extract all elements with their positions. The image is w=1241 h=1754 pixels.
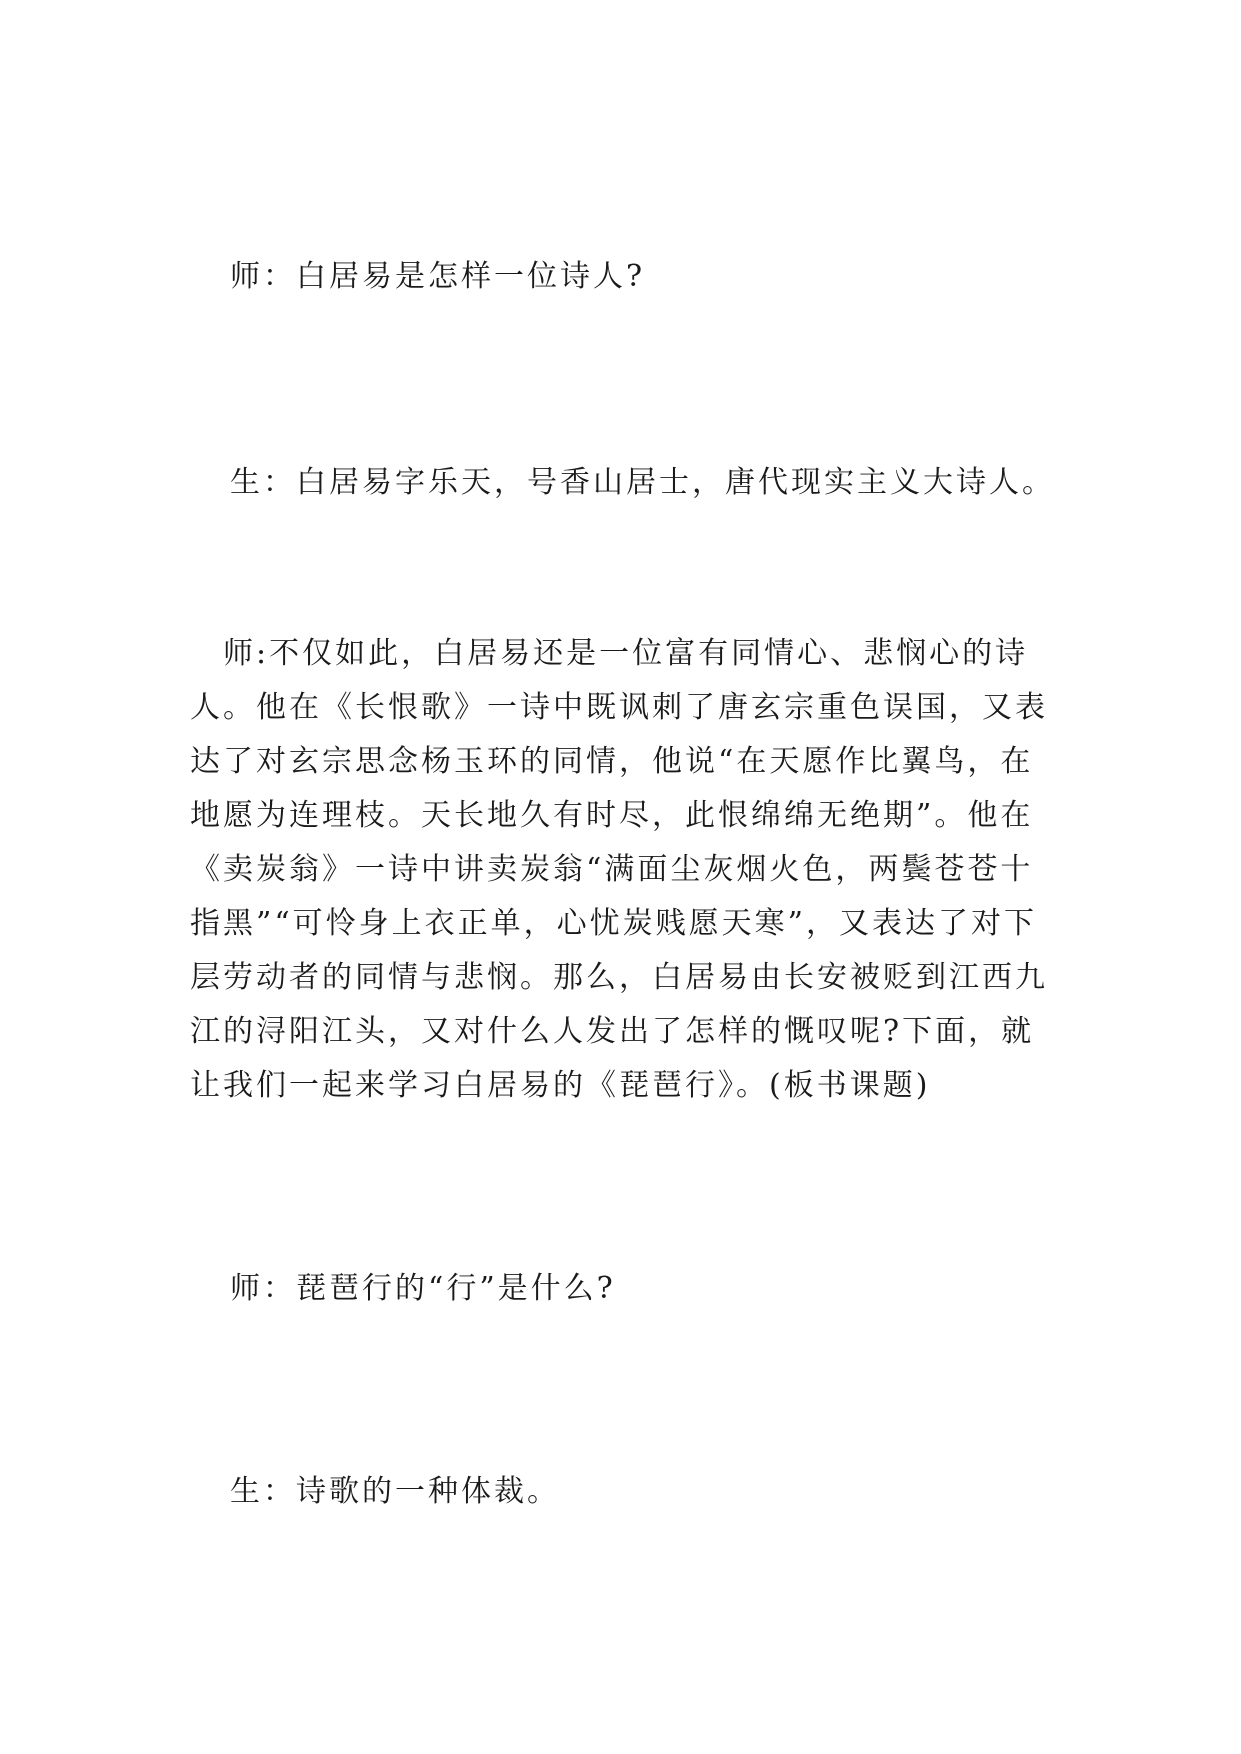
paragraph-line: 达了对玄宗思念杨玉环的同情，他说“在天愿作比翼鸟，在 <box>190 744 1034 779</box>
teacher-question-xing <box>230 1262 616 1316</box>
paragraph-line: 《卖炭翁》一诗中讲卖炭翁“满面尘灰烟火色，两鬓苍苍十 <box>190 852 1034 887</box>
paragraph-line: 地愿为连理枝。天长地久有时尽，此恨绵绵无绝期”。他在 <box>190 798 1034 833</box>
paragraph-line: 让我们一起来学习白居易的《琵琶行》。(板书课题) <box>190 1068 931 1103</box>
paragraph-line: 师:不仅如此，白居易还是一位富有同情心、悲悯心的诗 <box>190 636 1029 671</box>
teacher-question-poet <box>230 250 645 304</box>
paragraph-line: 师：白居易是怎样一位诗人? <box>230 259 646 294</box>
student-answer-genre <box>230 1465 560 1519</box>
paragraph-line: 人。他在《长恨歌》一诗中既讽刺了唐玄宗重色误国，又表 <box>190 690 1048 725</box>
paragraph-line: 层劳动者的同情与悲悯。那么，白居易由长安被贬到江西九 <box>190 960 1048 995</box>
paragraph-line: 生：白居易字乐天，号香山居士，唐代现实主义大诗人。 <box>230 465 1055 500</box>
teacher-introduction <box>190 627 1048 1113</box>
paragraph-line: 江的浔阳江头，又对什么人发出了怎样的慨叹呢?下面，就 <box>190 1014 1035 1049</box>
paragraph-line: 生：诗歌的一种体裁。 <box>230 1474 560 1509</box>
paragraph-line: 师：琵琶行的“行”是什么? <box>230 1271 616 1306</box>
paragraph-line: 指黑”“可怜身上衣正单，心忧炭贱愿天寒”，又表达了对下 <box>190 906 1038 941</box>
student-answer-poet <box>230 456 1055 510</box>
